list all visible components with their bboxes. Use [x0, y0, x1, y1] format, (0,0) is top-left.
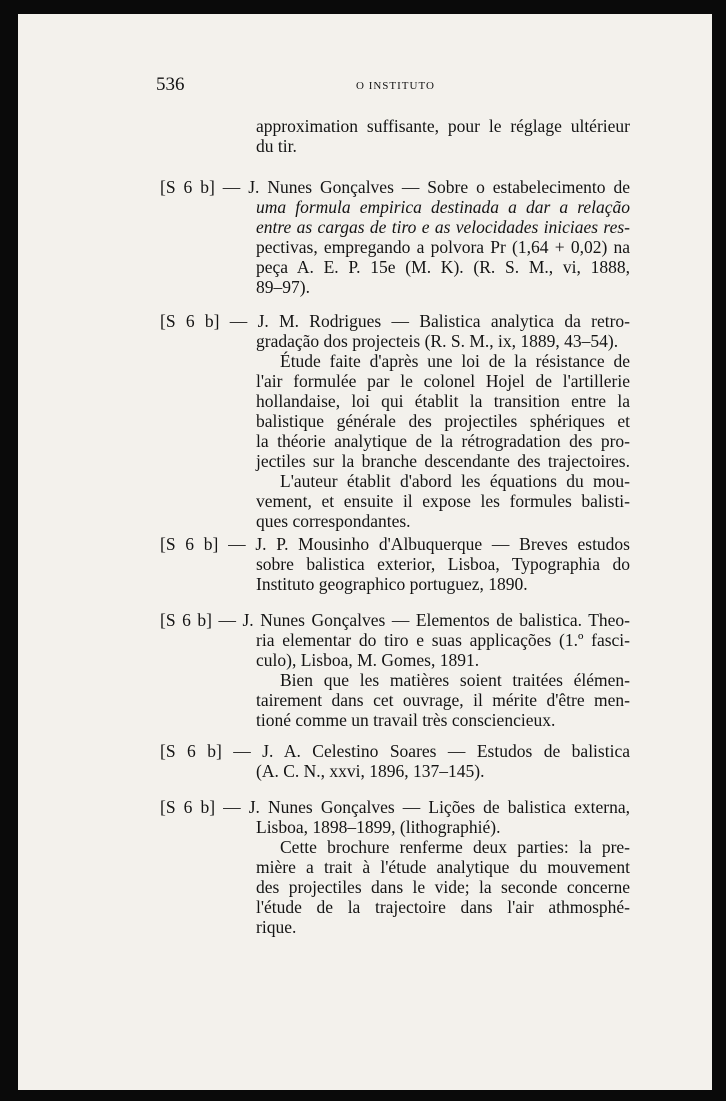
entry-heading-line: [S 6 b] — J. M. Rodrigues — Balistica analytica da retro-	[160, 311, 630, 331]
page-number: 536	[156, 74, 185, 95]
scanned-page	[18, 14, 712, 1090]
text-line: balistique générale des projectiles sphériques et	[256, 411, 630, 431]
text-line: Bien que les matières soient traitées élémen-	[280, 670, 630, 690]
entry-heading-line: [S 6 b] — J. P. Mousinho d'Albuquerque — Breves estudos	[160, 534, 630, 554]
text-line: ria elementar do tiro e suas applicações (1.º fasci-	[256, 630, 630, 650]
bibliography-entry	[160, 797, 630, 937]
text-line: l'air formulée par le colonel Hojel de l'artillerie	[256, 371, 630, 391]
text-line: sobre balistica exterior, Lisboa, Typographia do	[256, 554, 630, 574]
text-line: Lisboa, 1898–1899, (lithographié).	[256, 817, 501, 837]
text-line: ques correspondantes.	[256, 511, 411, 531]
bibliography-entry	[160, 534, 630, 594]
text-line: la théorie analytique de la rétrogradation des pro-	[256, 431, 630, 451]
text-line: entre as cargas de tiro e as velocidades iniciaes res-	[256, 217, 630, 237]
text-line: pectivas, empregando a polvora Pr (1,64 + 0,02) na	[256, 237, 630, 257]
text-line: des projectiles dans le vide; la seconde concerne	[256, 877, 630, 897]
entry-heading-line: [S 6 b] — J. A. Celestino Soares — Estudos de balistica	[160, 741, 630, 761]
text-line: tairement dans cet ouvrage, il mérite d'être men-	[256, 690, 630, 710]
text-line: peça A. E. P. 15e (M. K). (R. S. M., vi, 1888,	[256, 257, 630, 277]
bibliography-entry	[160, 741, 630, 781]
text-line: jectiles sur la branche descendante des trajectoires.	[256, 451, 630, 471]
text-line: du tir.	[256, 136, 297, 156]
text-line: Étude faite d'après une loi de la résistance de	[280, 351, 630, 371]
text-line: uma formula empirica destinada a dar a relação	[256, 197, 630, 217]
text-line: L'auteur établit d'abord les équations du mou-	[280, 471, 630, 491]
entry-continuation	[160, 116, 630, 156]
text-line: Cette brochure renferme deux parties: la pre-	[280, 837, 630, 857]
text-line: gradação dos projecteis (R. S. M., ix, 1889, 43–54).	[256, 331, 619, 351]
text-line: l'étude de la trajectoire dans l'air athmosphé-	[256, 897, 630, 917]
bibliography-entry	[160, 177, 630, 297]
entry-heading-line: [S 6 b] — J. Nunes Gonçalves — Elementos de balistica. Theo-	[160, 610, 630, 630]
text-line: mière a trait à l'étude analytique du mouvement	[256, 857, 630, 877]
text-line: hollandaise, loi qui établit la transition entre la	[256, 391, 630, 411]
bibliography-entry	[160, 610, 630, 730]
entry-heading-line: [S 6 b] — J. Nunes Gonçalves — Lições de balistica externa,	[160, 797, 630, 817]
text-line: tioné comme un travail très consciencieux.	[256, 710, 556, 730]
text-line: culo), Lisboa, M. Gomes, 1891.	[256, 650, 480, 670]
bibliography-entry	[160, 311, 630, 531]
text-line: (A. C. N., xxvi, 1896, 137–145).	[256, 761, 485, 781]
text-line: Instituto geographico portuguez, 1890.	[256, 574, 528, 594]
running-head: O INSTITUTO	[356, 80, 435, 92]
text-line: 89–97).	[256, 277, 310, 297]
page-header	[156, 74, 626, 104]
text-line: vement, et ensuite il expose les formules balisti-	[256, 491, 630, 511]
text-line: approximation suffisante, pour le réglage ultérieur	[256, 116, 630, 136]
entry-heading-line: [S 6 b] — J. Nunes Gonçalves — Sobre o estabelecimento de	[160, 177, 630, 197]
text-line: rique.	[256, 917, 297, 937]
